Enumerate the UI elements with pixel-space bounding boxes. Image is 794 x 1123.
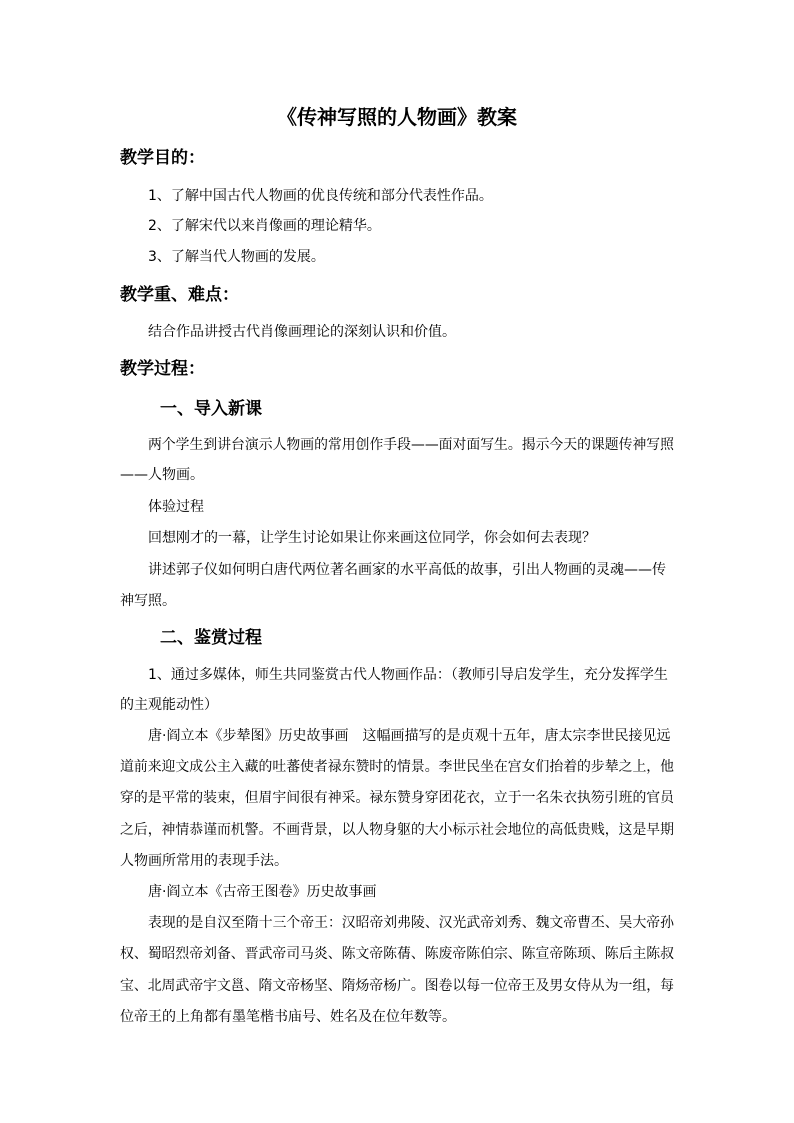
objective-item-2: 2、了解宋代以来肖像画的理论精华。: [148, 218, 381, 234]
key-points-text: 结合作品讲授古代肖像画理论的深刻认识和价值。: [148, 324, 456, 340]
document-title: 《传神写照的人物画》教案: [277, 105, 517, 129]
paragraph-line: 神写照。: [120, 593, 176, 609]
paragraph-line: 权、蜀昭烈帝刘备、晋武帝司马炎、陈文帝陈蒨、陈废帝陈伯宗、陈宣帝陈顼、陈后主陈叔: [120, 946, 675, 962]
objective-item-1: 1、了解中国古代人物画的优良传统和部分代表性作品。: [148, 188, 493, 204]
paragraph-line: 表现的是自汉至隋十三个帝王：汉昭帝刘弗陵、汉光武帝刘秀、魏文帝曹丕、吴大帝孙: [148, 915, 674, 931]
paragraph-line: 唐·阎立本《古帝王图卷》历史故事画: [148, 884, 377, 900]
paragraph-line: 位帝王的上角都有墨笔楷书庙号、姓名及在位年数等。: [120, 1009, 456, 1025]
paragraph-line: 体验过程: [148, 499, 204, 515]
paragraph-line: 两个学生到讲台演示人物画的常用创作手段——面对面写生。揭示今天的课题传神写照: [148, 437, 674, 453]
paragraph-line: 1、通过多媒体，师生共同鉴赏古代人物画作品：（教师引导启发学生，充分发挥学生: [148, 667, 668, 683]
paragraph-line: 回想刚才的一幕，让学生讨论如果让你来画这位同学，你会如何去表现？: [148, 530, 596, 546]
paragraph-line: 穿的是平常的装束，但眉宇间很有神采。禄东赞身穿团花衣，立于一名朱衣执笏引班的官员: [120, 790, 675, 806]
paragraph-line: 道前来迎文成公主入藏的吐蕃使者禄东赞时的情景。李世民坐在宫女们抬着的步辇之上，他: [120, 759, 675, 775]
paragraph-line: ——人物画。: [120, 467, 204, 483]
paragraph-line: 讲述郭子仪如何明白唐代两位著名画家的水平高低的故事，引出人物画的灵魂——传: [148, 562, 666, 578]
key-points-heading: 教学重、难点：: [120, 285, 239, 305]
paragraph-line: 人物画所常用的表现手法。: [120, 853, 288, 869]
paragraph-line: 的主观能动性）: [120, 697, 218, 713]
part1-heading: 一、导入新课: [160, 399, 262, 419]
paragraph-line: 唐·阎立本《步辇图》历史故事画 这幅画描写的是贞观十五年，唐太宗李世民接见远: [148, 728, 671, 744]
process-heading: 教学过程：: [120, 359, 205, 379]
part2-heading: 二、鉴赏过程: [160, 628, 262, 648]
objectives-heading: 教学目的：: [120, 148, 205, 168]
paragraph-line: 之后，神情恭谨而机警。不画背景，以人物身躯的大小标示社会地位的高低贵贱，这是早期: [120, 822, 675, 838]
objective-item-3: 3、了解当代人物画的发展。: [148, 249, 325, 265]
paragraph-line: 宝、北周武帝宇文邕、隋文帝杨坚、隋炀帝杨广。图卷以每一位帝王及男女侍从为一组，每: [120, 978, 675, 994]
